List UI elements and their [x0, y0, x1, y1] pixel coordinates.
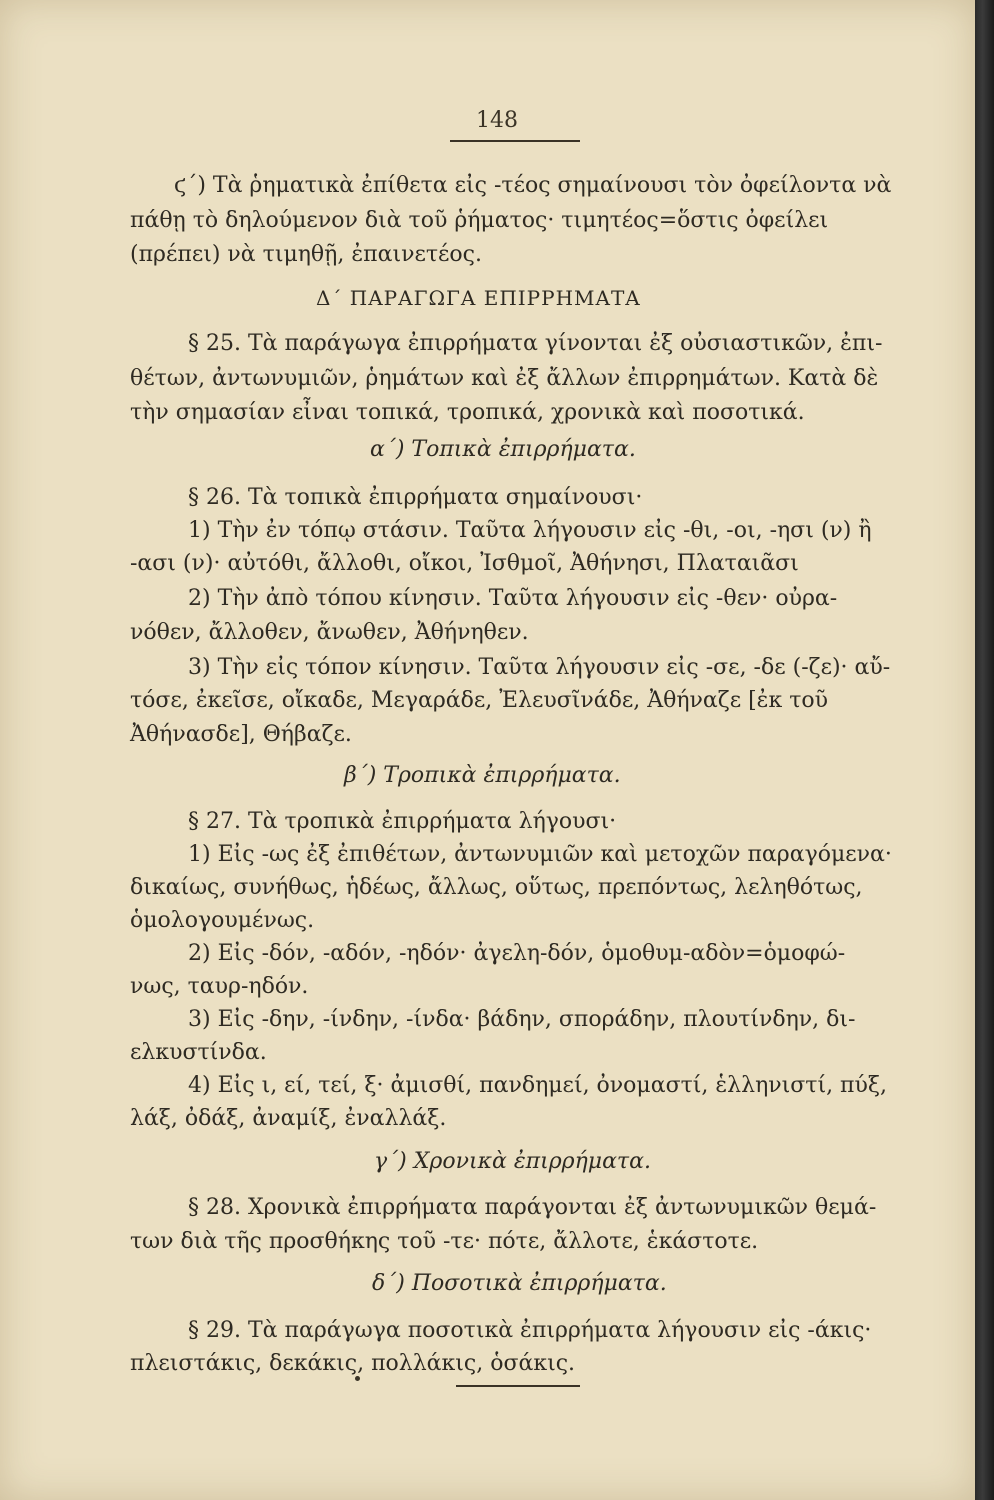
- text-line: (πρέπει) νὰ τιμηθῇ, ἐπαινετέος.: [130, 242, 482, 267]
- text-line: των διὰ τῆς προσθήκης τοῦ -τε· πότε, ἄλλοτε, ἑκάστοτε.: [130, 1229, 759, 1254]
- text-line: θέτων, ἀντωνυμιῶν, ῥημάτων καὶ ἐξ ἄλλων ἐπιρρημάτων. Κατὰ δὲ: [130, 366, 879, 391]
- page-number: 148: [476, 108, 518, 133]
- text-line: § 28. Χρονικὰ ἐπιρρήματα παράγονται ἐξ ἀντωνυμικῶν θεμά-: [188, 1195, 877, 1220]
- text-line: τὴν σημασίαν εἶναι τοπικά, τροπικά, χρονικὰ καὶ ποσοτικά.: [130, 400, 805, 425]
- text-line: νως, ταυρ-ηδόν.: [130, 974, 309, 999]
- text-line: ϛ΄) Τὰ ῥηματικὰ ἐπίθετα εἰς -τέος σημαίνουσι τὸν ὀφείλοντα νὰ: [174, 173, 892, 198]
- text-line: 3) Εἰς -δην, -ίνδην, -ίνδα· βάδην, σποράδην, πλουτίνδην, δι-: [188, 1007, 856, 1032]
- text-line: -ασι (ν)· αὐτόθι, ἄλλοθι, οἴκοι, Ἰσθμοῖ, Ἀθήνησι, Πλαταιᾶσι: [130, 551, 799, 576]
- text-line: 2) Τὴν ἀπὸ τόπου κίνησιν. Ταῦτα λήγουσιν εἰς -θεν· οὐρα-: [188, 586, 838, 611]
- text-line: § 29. Τὰ παράγωγα ποσοτικὰ ἐπιρρήματα λήγουσιν εἰς -άκις·: [188, 1318, 872, 1343]
- scan-edge: [975, 0, 994, 1500]
- text-line: ὁμολογουμένως.: [130, 908, 315, 933]
- subsection-heading: β΄) Τροπικὰ ἐπιρρήματα.: [344, 763, 621, 788]
- text-line: πάθῃ τὸ δηλούμενον διὰ τοῦ ῥήματος· τιμητέος=ὅστις ὀφείλει: [130, 208, 829, 233]
- subsection-heading: α΄) Τοπικὰ ἐπιρρήματα.: [370, 437, 636, 462]
- subsection-heading: γ΄) Χρονικὰ ἐπιρρήματα.: [374, 1149, 651, 1174]
- text-line: Ἀθήνασδε], Θήβαζε.: [130, 722, 352, 747]
- subsection-heading: δ΄) Ποσοτικὰ ἐπιρρήματα.: [372, 1271, 667, 1296]
- text-line: ελκυστίνδα.: [130, 1040, 267, 1065]
- text-line: 1) Εἰς -ως ἐξ ἐπιθέτων, ἀντωνυμιῶν καὶ μετοχῶν παραγόμενα·: [188, 842, 892, 867]
- text-line: λάξ, ὀδάξ, ἀναμίξ, ἐναλλάξ.: [130, 1106, 447, 1131]
- text-line: 1) Τὴν ἐν τόπῳ στάσιν. Ταῦτα λήγουσιν εἰς -θι, -οι, -ησι (ν) ἢ: [188, 518, 872, 543]
- text-line: § 27. Τὰ τροπικὰ ἐπιρρήματα λήγουσι·: [188, 809, 617, 834]
- ink-mark: [355, 1376, 360, 1381]
- text-line: 3) Τὴν εἰς τόπον κίνησιν. Ταῦτα λήγουσιν εἰς -σε, -δε (-ζε)· αὔ-: [188, 655, 891, 680]
- text-line: νόθεν, ἄλλοθεν, ἄνωθεν, Ἀθήνηθεν.: [130, 620, 529, 645]
- text-line: § 25. Τὰ παράγωγα ἐπιρρήματα γίνονται ἐξ οὐσιαστικῶν, ἐπι-: [188, 331, 883, 356]
- section-heading: Δ΄ ΠΑΡΑΓΩΓΑ ΕΠΙΡΡΗΜΑΤΑ: [316, 286, 641, 310]
- top-rule: [450, 140, 580, 142]
- text-line: δικαίως, συνήθως, ἡδέως, ἄλλως, οὕτως, πρεπόντως, λεληθότως,: [130, 875, 863, 900]
- text-line: τόσε, ἐκεῖσε, οἴκαδε, Μεγαράδε, Ἐλευσῖνάδε, Ἀθήναζε [ἐκ τοῦ: [130, 688, 829, 713]
- text-line: § 26. Τὰ τοπικὰ ἐπιρρήματα σημαίνουσι·: [188, 485, 643, 510]
- bottom-rule: [456, 1385, 580, 1387]
- text-line: 4) Εἰς ι, εί, τεί, ξ· ἀμισθί, πανδημεί, ὀνομαστί, ἑλληνιστί, πύξ,: [188, 1073, 887, 1098]
- text-line: πλειστάκις, δεκάκις, πολλάκις, ὁσάκις.: [130, 1351, 576, 1376]
- text-line: 2) Εἰς -δόν, -αδόν, -ηδόν· ἀγελη-δόν, ὁμοθυμ-αδὸν=ὁμοφώ-: [188, 941, 846, 966]
